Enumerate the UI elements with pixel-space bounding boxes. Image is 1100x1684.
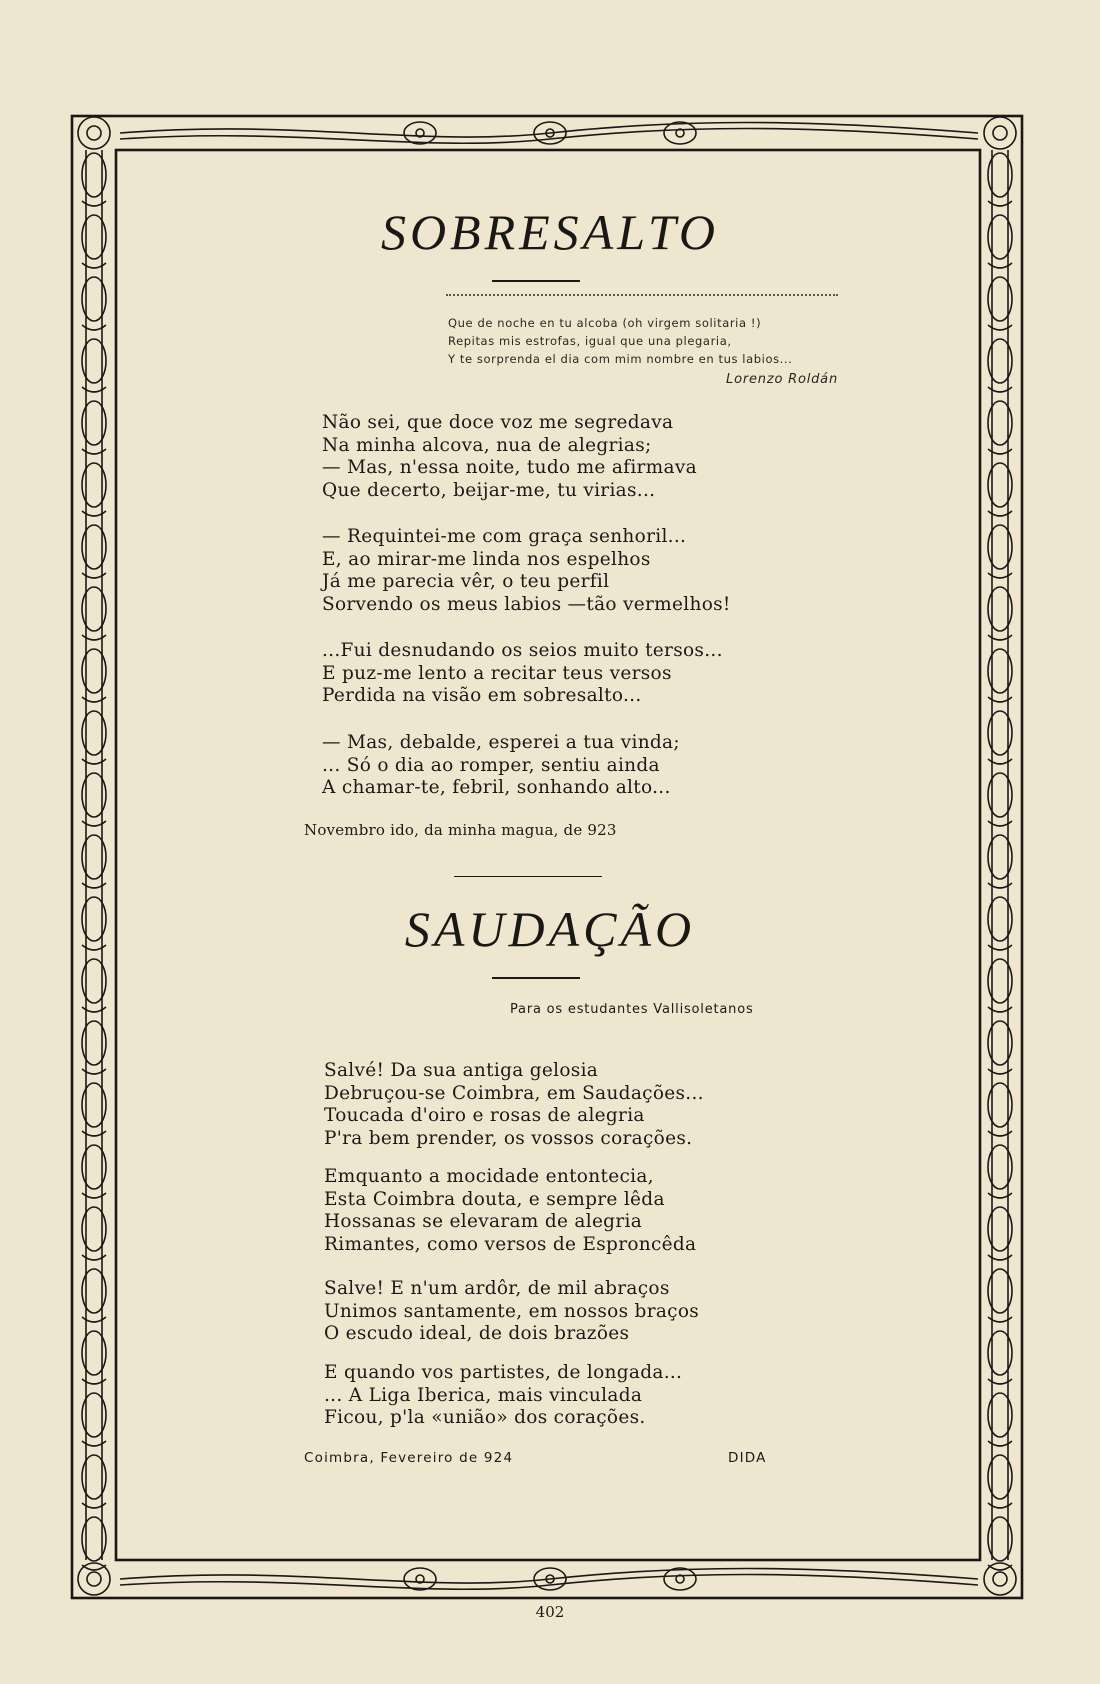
verse-line: E puz-me lento a recitar teus versos bbox=[322, 662, 672, 684]
verse-line: ... Só o dia ao romper, sentiu ainda bbox=[322, 754, 660, 776]
poem2-title: SAUDAÇÃO bbox=[404, 901, 696, 957]
epigraph bbox=[448, 314, 868, 368]
verse-line: Debruçou-se Coimbra, em Saudações... bbox=[324, 1082, 704, 1104]
verse-line: Emquanto a mocidade entontecia, bbox=[324, 1166, 654, 1187]
verse-line: Salve! E n'um ardôr, de mil abraços bbox=[324, 1278, 670, 1299]
verse-line: O escudo ideal, de dois brazões bbox=[324, 1323, 630, 1344]
epigraph-author: Lorenzo Roldán bbox=[726, 372, 838, 387]
poem1-stanza-4 bbox=[322, 732, 842, 800]
verse-line: ...Fui desnudando os seios muito tersos... bbox=[322, 640, 723, 661]
verse-line: — Mas, n'essa noite, tudo me afirmava bbox=[322, 457, 697, 478]
verse-line: A chamar-te, febril, sonhando alto... bbox=[322, 777, 671, 798]
verse-line: ... A Liga Iberica, mais vinculada bbox=[324, 1384, 643, 1406]
poem2-dedication: Para os estudantes Vallisoletanos bbox=[510, 1002, 754, 1017]
verse-line: Sorvendo os meus labios —tão vermelhos! bbox=[322, 593, 731, 615]
epigraph-line: Que de noche en tu alcoba (oh virgem solitaria !) bbox=[448, 316, 762, 330]
poem1-stanza-1 bbox=[322, 412, 842, 502]
poem1-stanza-2 bbox=[322, 526, 842, 616]
poem1-dateline: Novembro ido, da minha magua, de 923 bbox=[304, 821, 617, 839]
verse-line: Toucada d'oiro e rosas de alegria bbox=[324, 1105, 645, 1126]
verse-line: Unimos santamente, em nossos braços bbox=[324, 1300, 700, 1322]
verse-line: Já me parecia vêr, o teu perfil bbox=[322, 571, 610, 592]
poem2-place-date: Coimbra, Fevereiro de 924 bbox=[304, 1450, 514, 1466]
poem2-stanza-2 bbox=[324, 1166, 844, 1256]
verse-line: E quando vos partistes, de longada... bbox=[324, 1362, 683, 1383]
poem1-stanza-3 bbox=[322, 640, 842, 708]
verse-line: Salvé! Da sua antiga gelosia bbox=[324, 1060, 599, 1081]
verse-line: Rimantes, como versos de Esproncêda bbox=[324, 1233, 697, 1255]
verse-line: Na minha alcova, nua de alegrias; bbox=[322, 434, 652, 456]
verse-line: Hossanas se elevaram de alegria bbox=[324, 1211, 643, 1232]
verse-line: E, ao mirar-me linda nos espelhos bbox=[322, 548, 651, 570]
epigraph-line: Y te sorprenda el dia com mim nombre en tus labios... bbox=[448, 352, 793, 366]
poem2-title-rule bbox=[492, 977, 580, 979]
poem2-stanza-3 bbox=[324, 1278, 844, 1346]
verse-line: — Requintei-me com graça senhoril... bbox=[322, 526, 687, 547]
section-divider bbox=[454, 876, 602, 877]
poem1-title-rule bbox=[492, 280, 580, 282]
poem2-stanza-1 bbox=[324, 1060, 844, 1150]
epigraph-line: Repitas mis estrofas, igual que una plegaria, bbox=[448, 334, 732, 348]
poem2-signature: DIDA bbox=[728, 1450, 767, 1466]
verse-line: Não sei, que doce voz me segredava bbox=[322, 412, 674, 433]
verse-line: Perdida na visão em sobresalto... bbox=[322, 685, 642, 706]
verse-line: P'ra bem prender, os vossos corações. bbox=[324, 1127, 693, 1149]
verse-line: Ficou, p'la «união» dos corações. bbox=[324, 1407, 646, 1428]
verse-line: — Mas, debalde, esperei a tua vinda; bbox=[322, 732, 680, 753]
verse-line: Esta Coimbra douta, e sempre lêda bbox=[324, 1188, 665, 1210]
page-number: 402 bbox=[535, 1603, 565, 1621]
verse-line: Que decerto, beijar-me, tu virias... bbox=[322, 479, 656, 501]
poem1-title: SOBRESALTO bbox=[380, 204, 720, 260]
epigraph-dotted-line bbox=[446, 294, 838, 296]
poem2-stanza-4 bbox=[324, 1362, 844, 1430]
